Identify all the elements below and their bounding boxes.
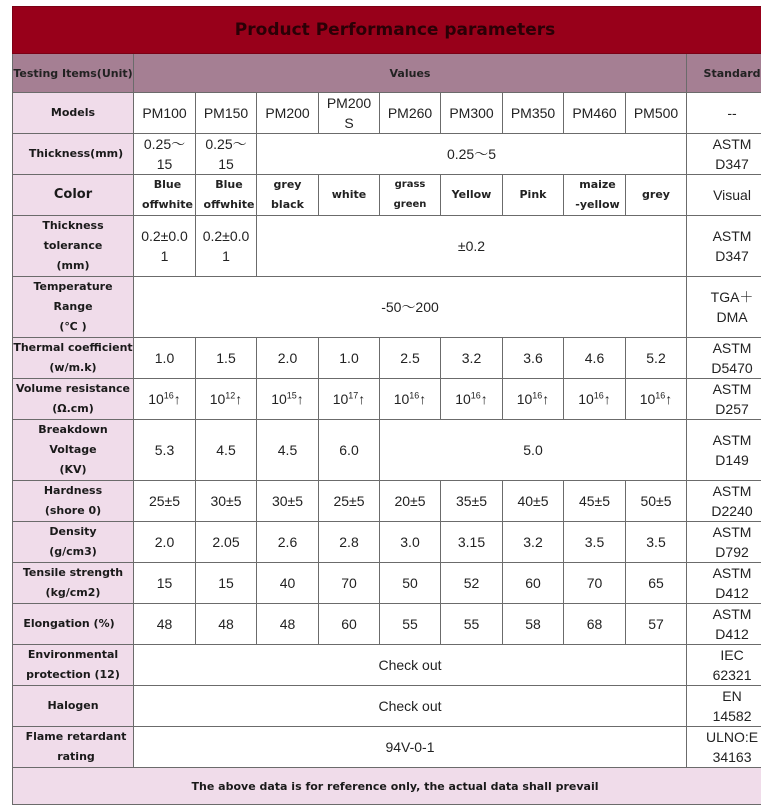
value-cell: 52 (441, 563, 503, 604)
color-cell: grey black (257, 175, 319, 216)
model-cell: PM200 S (319, 93, 380, 134)
value-cell: 3.5 (626, 522, 687, 563)
value-cell: 4.6 (564, 338, 626, 379)
standard-cell: EN 14582 (687, 686, 761, 727)
color-cell: Yellow (441, 175, 503, 216)
standard-cell: ULNO:E 34163 (687, 727, 761, 768)
row-label: Thickness tolerance (mm) (13, 216, 134, 277)
value-cell: 3.15 (441, 522, 503, 563)
up-arrow-icon: ↑ (174, 391, 181, 407)
value-cell (196, 379, 257, 420)
color-cell: maize -yellow (564, 175, 626, 216)
value-cell-merged: -50～200 (134, 277, 687, 338)
up-arrow-icon: ↑ (665, 391, 672, 407)
row-thermal-coefficient (13, 338, 761, 379)
standard-cell: ASTM D792 (687, 522, 761, 563)
color-cell: Pink (503, 175, 564, 216)
row-label: Tensile strength (kg/cm2) (13, 563, 134, 604)
row-label: Color (13, 175, 134, 216)
standard-cell: ASTM D2240 (687, 481, 761, 522)
standard-cell: ASTM D412 (687, 563, 761, 604)
value-cell: 0.25～ 15 (196, 134, 257, 175)
value-cell: 48 (196, 604, 257, 645)
standard-cell: ASTM D347 (687, 134, 761, 175)
row-label: Halogen (13, 686, 134, 727)
value-cell: 3.5 (564, 522, 626, 563)
resistance-exponent: 16 (409, 390, 419, 400)
resistance-exponent: 16 (164, 390, 174, 400)
standard-cell: -- (687, 93, 761, 134)
value-cell (319, 379, 380, 420)
row-label: Temperature Range (℃ ) (13, 277, 134, 338)
color-cell: grey (626, 175, 687, 216)
model-cell: PM300 (441, 93, 503, 134)
resistance-base: 10 (210, 391, 226, 407)
value-cell: 4.5 (196, 420, 257, 481)
up-arrow-icon: ↑ (358, 391, 365, 407)
row-label: Thermal coefficient (w/m.k) (13, 338, 134, 379)
standard-cell: ASTM D149 (687, 420, 761, 481)
resistance-base: 10 (394, 391, 410, 407)
resistance-base: 10 (517, 391, 533, 407)
value-cell: 25±5 (134, 481, 196, 522)
value-cell: 3.2 (503, 522, 564, 563)
value-cell: 0.25～ 15 (134, 134, 196, 175)
resistance-exponent: 12 (225, 390, 235, 400)
value-cell: 50 (380, 563, 441, 604)
value-cell: 2.6 (257, 522, 319, 563)
value-cell: 45±5 (564, 481, 626, 522)
value-cell: 6.0 (319, 420, 380, 481)
value-cell (134, 379, 196, 420)
color-cell: grass green (380, 175, 441, 216)
row-temperature-range (13, 277, 761, 338)
row-thickness (13, 134, 761, 175)
row-label: Thickness(mm) (13, 134, 134, 175)
up-arrow-icon: ↑ (604, 391, 611, 407)
value-cell (380, 379, 441, 420)
row-halogen (13, 686, 761, 727)
value-cell: 0.2±0.0 1 (196, 216, 257, 277)
standard-cell: ASTM D412 (687, 604, 761, 645)
value-cell-merged: 5.0 (380, 420, 687, 481)
row-models (13, 93, 761, 134)
value-cell: 58 (503, 604, 564, 645)
color-cell: Blue offwhite (134, 175, 196, 216)
resistance-exponent: 16 (532, 390, 542, 400)
value-cell: 35±5 (441, 481, 503, 522)
value-cell: 3.6 (503, 338, 564, 379)
model-cell: PM350 (503, 93, 564, 134)
value-cell: 1.5 (196, 338, 257, 379)
value-cell: 57 (626, 604, 687, 645)
header-standard: Standard (687, 54, 761, 93)
header-testing-items: Testing Items(Unit) (13, 54, 134, 93)
value-cell: 20±5 (380, 481, 441, 522)
row-elongation (13, 604, 761, 645)
row-label: Density (g/cm3) (13, 522, 134, 563)
up-arrow-icon: ↑ (481, 391, 488, 407)
color-cell: white (319, 175, 380, 216)
standard-cell: ASTM D5470 (687, 338, 761, 379)
value-cell: 70 (319, 563, 380, 604)
value-cell: 65 (626, 563, 687, 604)
value-cell: 5.2 (626, 338, 687, 379)
value-cell: 40 (257, 563, 319, 604)
row-density (13, 522, 761, 563)
row-label: Volume resistance (Ω.cm) (13, 379, 134, 420)
resistance-base: 10 (271, 391, 287, 407)
value-cell: 5.3 (134, 420, 196, 481)
resistance-base: 10 (578, 391, 594, 407)
value-cell (441, 379, 503, 420)
value-cell: 48 (134, 604, 196, 645)
value-cell: 48 (257, 604, 319, 645)
model-cell: PM500 (626, 93, 687, 134)
value-cell (564, 379, 626, 420)
resistance-base: 10 (640, 391, 656, 407)
value-cell (503, 379, 564, 420)
row-tensile-strength (13, 563, 761, 604)
row-environmental-protection (13, 645, 761, 686)
value-cell-merged: Check out (134, 686, 687, 727)
value-cell: 25±5 (319, 481, 380, 522)
value-cell: 2.0 (134, 522, 196, 563)
row-label: Flame retardant rating (13, 727, 134, 768)
standard-cell: TGA＋ DMA (687, 277, 761, 338)
value-cell: 50±5 (626, 481, 687, 522)
value-cell: 60 (503, 563, 564, 604)
row-label: Models (13, 93, 134, 134)
standard-cell: ASTM D347 (687, 216, 761, 277)
row-thickness-tolerance (13, 216, 761, 277)
table-title: Product Performance parameters (13, 7, 761, 54)
value-cell: 60 (319, 604, 380, 645)
row-color (13, 175, 761, 216)
value-cell: 40±5 (503, 481, 564, 522)
value-cell: 2.8 (319, 522, 380, 563)
value-cell: 15 (196, 563, 257, 604)
up-arrow-icon: ↑ (542, 391, 549, 407)
up-arrow-icon: ↑ (419, 391, 426, 407)
row-label: Hardness (shore 0) (13, 481, 134, 522)
performance-table (12, 6, 761, 805)
value-cell: 30±5 (257, 481, 319, 522)
value-cell: 30±5 (196, 481, 257, 522)
value-cell (626, 379, 687, 420)
model-cell: PM260 (380, 93, 441, 134)
model-cell: PM460 (564, 93, 626, 134)
value-cell: 15 (134, 563, 196, 604)
value-cell: 68 (564, 604, 626, 645)
value-cell: 55 (441, 604, 503, 645)
value-cell: 3.0 (380, 522, 441, 563)
value-cell: 1.0 (319, 338, 380, 379)
row-flame-retardant (13, 727, 761, 768)
value-cell: 2.5 (380, 338, 441, 379)
value-cell: 1.0 (134, 338, 196, 379)
value-cell: 4.5 (257, 420, 319, 481)
resistance-base: 10 (333, 391, 349, 407)
value-cell: 2.0 (257, 338, 319, 379)
row-label: Environmental protection (12) (13, 645, 134, 686)
value-cell: 55 (380, 604, 441, 645)
value-cell: 2.05 (196, 522, 257, 563)
footer-note: The above data is for reference only, the actual data shall prevail (13, 768, 761, 805)
value-cell-merged: 94V-0-1 (134, 727, 687, 768)
resistance-base: 10 (148, 391, 164, 407)
row-volume-resistance (13, 379, 761, 420)
standard-cell: Visual (687, 175, 761, 216)
up-arrow-icon: ↑ (235, 391, 242, 407)
value-cell (257, 379, 319, 420)
value-cell-merged: Check out (134, 645, 687, 686)
value-cell: 70 (564, 563, 626, 604)
model-cell: PM150 (196, 93, 257, 134)
row-label: Elongation (%) (13, 604, 134, 645)
color-cell: Blue offwhite (196, 175, 257, 216)
row-label: Breakdown Voltage (KV) (13, 420, 134, 481)
standard-cell: IEC 62321 (687, 645, 761, 686)
up-arrow-icon: ↑ (297, 391, 304, 407)
row-breakdown-voltage (13, 420, 761, 481)
model-cell: PM100 (134, 93, 196, 134)
row-hardness (13, 481, 761, 522)
model-cell: PM200 (257, 93, 319, 134)
resistance-exponent: 17 (348, 390, 358, 400)
resistance-exponent: 16 (471, 390, 481, 400)
value-cell-merged: ±0.2 (257, 216, 687, 277)
resistance-base: 10 (455, 391, 471, 407)
header-values: Values (134, 54, 687, 93)
standard-cell: ASTM D257 (687, 379, 761, 420)
value-cell-merged: 0.25～5 (257, 134, 687, 175)
resistance-exponent: 16 (594, 390, 604, 400)
value-cell: 0.2±0.0 1 (134, 216, 196, 277)
resistance-exponent: 16 (655, 390, 665, 400)
value-cell: 3.2 (441, 338, 503, 379)
resistance-exponent: 15 (287, 390, 297, 400)
